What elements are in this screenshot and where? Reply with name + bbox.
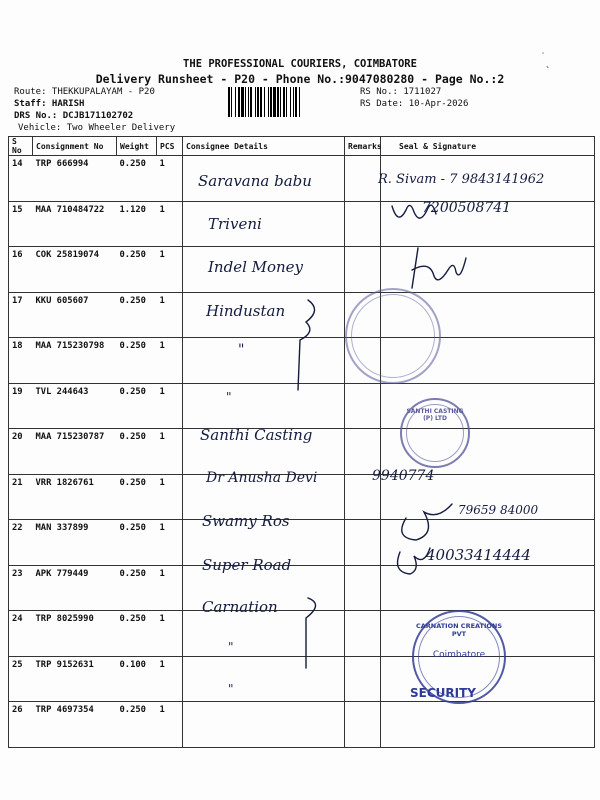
cell-consignment: MAN 337899 <box>33 520 117 566</box>
cell-pcs: 1 <box>157 656 183 702</box>
cell-consignment: APK 779449 <box>33 565 117 611</box>
cell-pcs: 1 <box>157 565 183 611</box>
santhi-casting-seal <box>400 398 470 468</box>
cell-consignment: KKU 605607 <box>33 292 117 338</box>
handwritten-signature: 40033414444 <box>426 546 531 564</box>
seal-inner-ring <box>351 294 435 378</box>
cell-weight: 1.120 <box>117 201 157 247</box>
security-stamp <box>408 684 478 704</box>
staff-label: Staff: HARISH <box>14 99 85 109</box>
cell-pcs: 1 <box>157 611 183 657</box>
cell-weight: 0.250 <box>117 474 157 520</box>
cell-sno: 22 <box>9 520 33 566</box>
cell-consignment: TRP 4697354 <box>33 702 117 748</box>
cell-pcs: 1 <box>157 520 183 566</box>
cell-pcs: 1 <box>157 474 183 520</box>
handwritten-consignee: Swamy Ros <box>202 512 290 530</box>
handwritten-signature: 7200508741 <box>422 200 512 216</box>
cell-consignment: MAA 715230787 <box>33 429 117 475</box>
cell-weight: 0.250 <box>117 520 157 566</box>
handwritten-consignee: Super Road <box>202 556 292 574</box>
cell-sno: 17 <box>9 292 33 338</box>
route-label: Route: THEKKUPALAYAM - P20 <box>14 87 155 97</box>
cell-consignment: MAA 710484722 <box>33 201 117 247</box>
cell-weight: 0.250 <box>117 383 157 429</box>
col-header-weight: Weight <box>117 137 157 156</box>
cell-weight: 0.250 <box>117 429 157 475</box>
cell-weight: 0.250 <box>117 247 157 293</box>
cell-consignment: MAA 715230798 <box>33 338 117 384</box>
cell-consignment: TVL 244643 <box>33 383 117 429</box>
rs-date: RS Date: 10-Apr-2026 <box>360 99 469 109</box>
vehicle-label: Vehicle: Two Wheeler Delivery <box>18 123 176 133</box>
cell-consignment: TRP 9152631 <box>33 656 117 702</box>
cell-consignment: TRP 8025990 <box>33 611 117 657</box>
handwritten-consignee: Hindustan <box>206 302 286 320</box>
drs-label: DRS No.: DCJB171102702 <box>14 111 134 121</box>
round-company-seal <box>345 288 441 384</box>
cell-weight: 0.250 <box>117 292 157 338</box>
cell-pcs: 1 <box>157 338 183 384</box>
cell-sno: 16 <box>9 247 33 293</box>
cell-sno: 18 <box>9 338 33 384</box>
cell-sno: 15 <box>9 201 33 247</box>
handwritten-consignee: Dr Anusha Devi <box>206 470 318 486</box>
cell-pcs: 1 <box>157 156 183 202</box>
cell-weight: 0.250 <box>117 338 157 384</box>
handwritten-consignee: " <box>238 342 245 358</box>
col-header-consignee: Consignee Details <box>183 137 345 156</box>
handwritten-consignee: " <box>228 682 234 696</box>
runsheet-title: Delivery Runsheet - P20 - Phone No.:9047080280 - Page No.:2 <box>95 72 505 86</box>
cell-weight: 0.250 <box>117 611 157 657</box>
handwritten-consignee: Saravana babu <box>198 172 312 190</box>
cell-pcs: 1 <box>157 292 183 338</box>
handwritten-consignee: " <box>226 390 232 404</box>
cell-sno: 20 <box>9 429 33 475</box>
handwritten-consignee: Triveni <box>208 215 262 233</box>
cell-weight: 0.250 <box>117 702 157 748</box>
cell-consignment: COK 25819074 <box>33 247 117 293</box>
margin-mark: ` <box>545 66 552 77</box>
col-header-signature: Seal & Signature <box>381 137 595 156</box>
cell-sno: 21 <box>9 474 33 520</box>
handwritten-consignee: Indel Money <box>208 258 304 276</box>
cell-pcs: 1 <box>157 429 183 475</box>
col-header-sno: S No <box>9 137 33 156</box>
seal-city: Coimbatore <box>432 650 486 660</box>
handwritten-consignee: " <box>228 640 234 654</box>
handwritten-signature: R. Sivam - 7 9843141962 <box>378 172 545 187</box>
company-title: THE PROFESSIONAL COURIERS, COIMBATORE <box>183 58 417 70</box>
cell-consignment: TRP 666994 <box>33 156 117 202</box>
cell-pcs: 1 <box>157 383 183 429</box>
cell-sno: 23 <box>9 565 33 611</box>
handwritten-consignee: Santhi Casting <box>200 426 313 444</box>
cell-sno: 24 <box>9 611 33 657</box>
cell-weight: 0.100 <box>117 656 157 702</box>
handwritten-signature: 9940774 <box>372 468 435 484</box>
cell-consignment: VRR 1826761 <box>33 474 117 520</box>
cell-weight: 0.250 <box>117 156 157 202</box>
seal-text: SANTHI CASTING (P) LTD <box>406 408 464 422</box>
cell-sno: 19 <box>9 383 33 429</box>
cell-sno: 14 <box>9 156 33 202</box>
seal-text: CARNATION CREATIONS PVT <box>415 622 503 638</box>
cell-sno: 26 <box>9 702 33 748</box>
handwritten-consignee: Carnation <box>202 598 278 616</box>
col-header-remarks: Remarks <box>345 137 381 156</box>
col-header-consignment: Consignment No <box>33 137 117 156</box>
cell-pcs: 1 <box>157 702 183 748</box>
rs-number: RS No.: 1711027 <box>360 87 442 97</box>
cell-sno: 25 <box>9 656 33 702</box>
col-header-pcs: PCS <box>157 137 183 156</box>
margin-mark: ˙ <box>540 52 547 63</box>
cell-pcs: 1 <box>157 201 183 247</box>
handwritten-signature: 79659 84000 <box>458 503 539 517</box>
cell-pcs: 1 <box>157 247 183 293</box>
security-stamp-text: SECURITY <box>410 686 476 700</box>
cell-weight: 0.250 <box>117 565 157 611</box>
